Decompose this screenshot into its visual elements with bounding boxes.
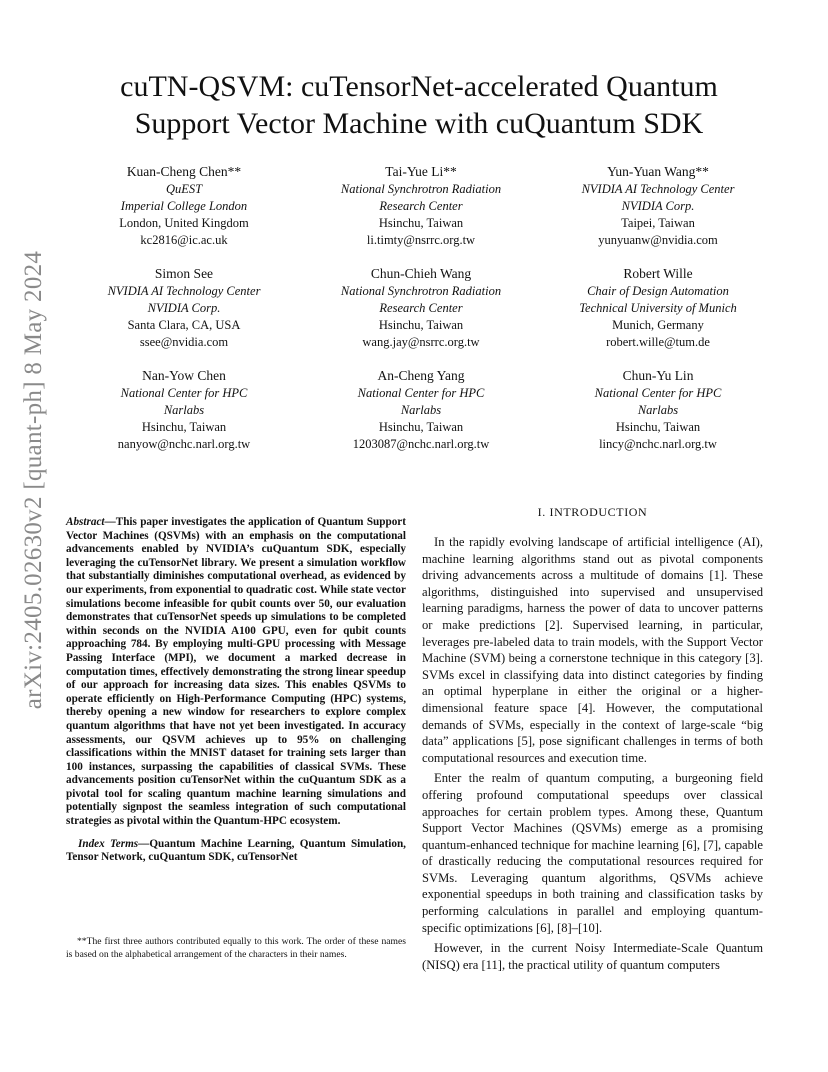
left-column (66, 516, 406, 865)
author-affiliation: NVIDIA Corp. (147, 301, 221, 315)
author-affiliation: Chair of Design Automation (587, 284, 729, 298)
index-terms-body: —Quantum Machine Learning, Quantum Simulation, Tensor Network, cuQuantum SDK, cuTensorNet (66, 837, 406, 864)
author-email: nanyow@nchc.narl.org.tw (117, 437, 251, 451)
author-affiliation: National Center for HPC (594, 386, 722, 400)
author-name: Chun-Yu Lin (622, 368, 694, 383)
author-card (66, 265, 302, 351)
author-affiliation: Narlabs (637, 403, 679, 417)
author-card (540, 265, 776, 351)
author-row (66, 367, 776, 453)
author-email: ssee@nvidia.com (139, 335, 229, 349)
author-contribution-footnote: **The first three authors contributed equally to this work. The order of these names is based on the alphabetical arrangement of the characters in their names. (66, 936, 406, 960)
abstract-body: —This paper investigates the application of Quantum Support Vector Machines (QSVMs) with an emphasis on the computational advancements enabled by NVIDIA’s cuQuantum SDK, especially leveraging the cuTensorNet library. We present a simulation workflow that substantially diminishes computational overhead, as evidenced by our experiments, from exponential to quadratic cost. While state vector simulations become infeasible for qubit counts over 50, our evaluation demonstrates that cuTensorNet speeds up simulations to be completed within seconds on the NVIDIA A100 GPU, even for qubit counts approaching 784. By employing multi-GPU processing with Message Passing Interface (MPI), we document a marked decrease in computation times, effectively demonstrating the strong linear speedup of our approach for increasing data sizes. This enables QSVMs to operate efficiently on High-Performance Computing (HPC) systems, thereby opening a new window for researchers to explore complex quantum algorithms that have not yet been investigated. In accuracy assessments, our QSVM achieves up to 95% on challenging classifications within the MNIST dataset for training sets larger than 100 instances, surpassing the capabilities of classical SVMs. These advancements position cuTensorNet within the cuQuantum SDK as a pivotal tool for scaling quantum machine learning simulations and potentially signpost the seamless integration of such computational strategies as pivotal within the Quantum-HPC ecosystem. (66, 516, 406, 828)
index-terms-lead: Index Terms (78, 837, 139, 850)
author-name: Robert Wille (623, 266, 693, 281)
author-location: Hsinchu, Taiwan (615, 420, 701, 434)
author-location: Munich, Germany (612, 318, 704, 332)
author-row (66, 163, 776, 249)
paper-title-line-2: Support Vector Machine with cuQuantum SDK (134, 107, 704, 140)
author-email: kc2816@ic.ac.uk (140, 233, 228, 247)
right-column (422, 505, 763, 977)
author-affiliation: Narlabs (400, 403, 442, 417)
author-affiliation: NVIDIA AI Technology Center (581, 182, 735, 196)
author-name: An-Cheng Yang (377, 368, 465, 383)
author-name: Chun-Chieh Wang (370, 266, 472, 281)
abstract-lead: Abstract (66, 516, 105, 528)
author-location: Taipei, Taiwan (621, 216, 695, 230)
author-location: Hsinchu, Taiwan (378, 216, 464, 230)
arxiv-identifier-stamp (8, 200, 60, 760)
body-paragraph: Enter the realm of quantum computing, a burgeoning field offering profound computational speedups over classical approaches for certain problem types. Among these, Quantum Support Vector Machines (QSVMs) emerge as a promising quantum-enhanced technique for machine learning [6], [7], capable of drastically reducing the computational resources required for SVMs. Leveraging quantum algorithms, QSVMs achieve exponential speedups in both training and classification tasks by performing calculations in parallel and employing quantum-specific optimizations [6], [8]–[10]. (422, 771, 763, 935)
body-paragraph: However, in the current Noisy Intermediate-Scale Quantum (NISQ) era [11], the practical utility of quantum computers (422, 941, 763, 972)
author-email: robert.wille@tum.de (606, 335, 710, 349)
author-location: Hsinchu, Taiwan (378, 318, 464, 332)
author-location: Hsinchu, Taiwan (141, 420, 227, 434)
author-email: yunyuanw@nvidia.com (598, 233, 718, 247)
author-email: 1203087@nchc.narl.org.tw (352, 437, 490, 451)
author-name: Tai-Yue Li** (385, 164, 457, 179)
author-location: Santa Clara, CA, USA (127, 318, 241, 332)
author-affiliation: NVIDIA AI Technology Center (107, 284, 261, 298)
author-card (303, 265, 539, 351)
author-name: Yun-Yuan Wang** (607, 164, 709, 179)
author-affiliation: National Synchrotron Radiation (340, 182, 502, 196)
author-affiliation: National Synchrotron Radiation (340, 284, 502, 298)
author-location: London, United Kingdom (119, 216, 249, 230)
author-name: Nan-Yow Chen (142, 368, 226, 383)
author-card (540, 367, 776, 453)
section-heading-introduction: I. INTRODUCTION (537, 505, 648, 519)
author-location: Hsinchu, Taiwan (378, 420, 464, 434)
paper-title (70, 68, 768, 142)
author-affiliation: Narlabs (163, 403, 205, 417)
abstract (66, 516, 406, 829)
arxiv-identifier-text: arXiv:2405.02630v2 [quant-ph] 8 May 2024 (20, 250, 47, 710)
author-card (66, 163, 302, 249)
author-affiliation: NVIDIA Corp. (621, 199, 695, 213)
author-email: li.timty@nsrrc.org.tw (366, 233, 476, 247)
body-paragraph: In the rapidly evolving landscape of artificial intelligence (AI), machine learning algorithms stand out as pivotal components driving advancements across a multitude of domains [1]. These algorithms, distinguished into supervised and unsupervised learning paradigms, harness the power of data to uncover patterns or make predictions [2]. Supervised learning, in particular, leverages pre-labeled data to train models, with the Support Vector Machine (SVM) being a cornerstone technique in this category [3]. SVMs excel in classifying data into distinct categories by finding an optimal hyperplane in either the original or a higher-dimensional feature space [4]. However, the computational demands of SVMs, especially in the context of large-scale “big data” applications [5], pose significant challenges in terms of both computational resources and execution time. (422, 535, 763, 765)
author-email: wang.jay@nsrrc.org.tw (362, 335, 480, 349)
paper-title-line-1: cuTN-QSVM: cuTensorNet-accelerated Quantum (120, 70, 718, 103)
author-affiliation: QuEST (165, 182, 203, 196)
author-block (66, 163, 776, 469)
author-card (303, 367, 539, 453)
author-affiliation: Research Center (379, 301, 463, 315)
author-row (66, 265, 776, 351)
index-terms (66, 838, 406, 865)
author-affiliation: Research Center (379, 199, 463, 213)
author-affiliation: National Center for HPC (120, 386, 248, 400)
author-name: Kuan-Cheng Chen** (126, 164, 242, 179)
author-affiliation: Technical University of Munich (579, 301, 737, 315)
author-card (540, 163, 776, 249)
author-name: Simon See (154, 266, 214, 281)
author-card (303, 163, 539, 249)
author-card (66, 367, 302, 453)
author-affiliation: Imperial College London (120, 199, 248, 213)
author-email: lincy@nchc.narl.org.tw (599, 437, 717, 451)
author-affiliation: National Center for HPC (357, 386, 485, 400)
